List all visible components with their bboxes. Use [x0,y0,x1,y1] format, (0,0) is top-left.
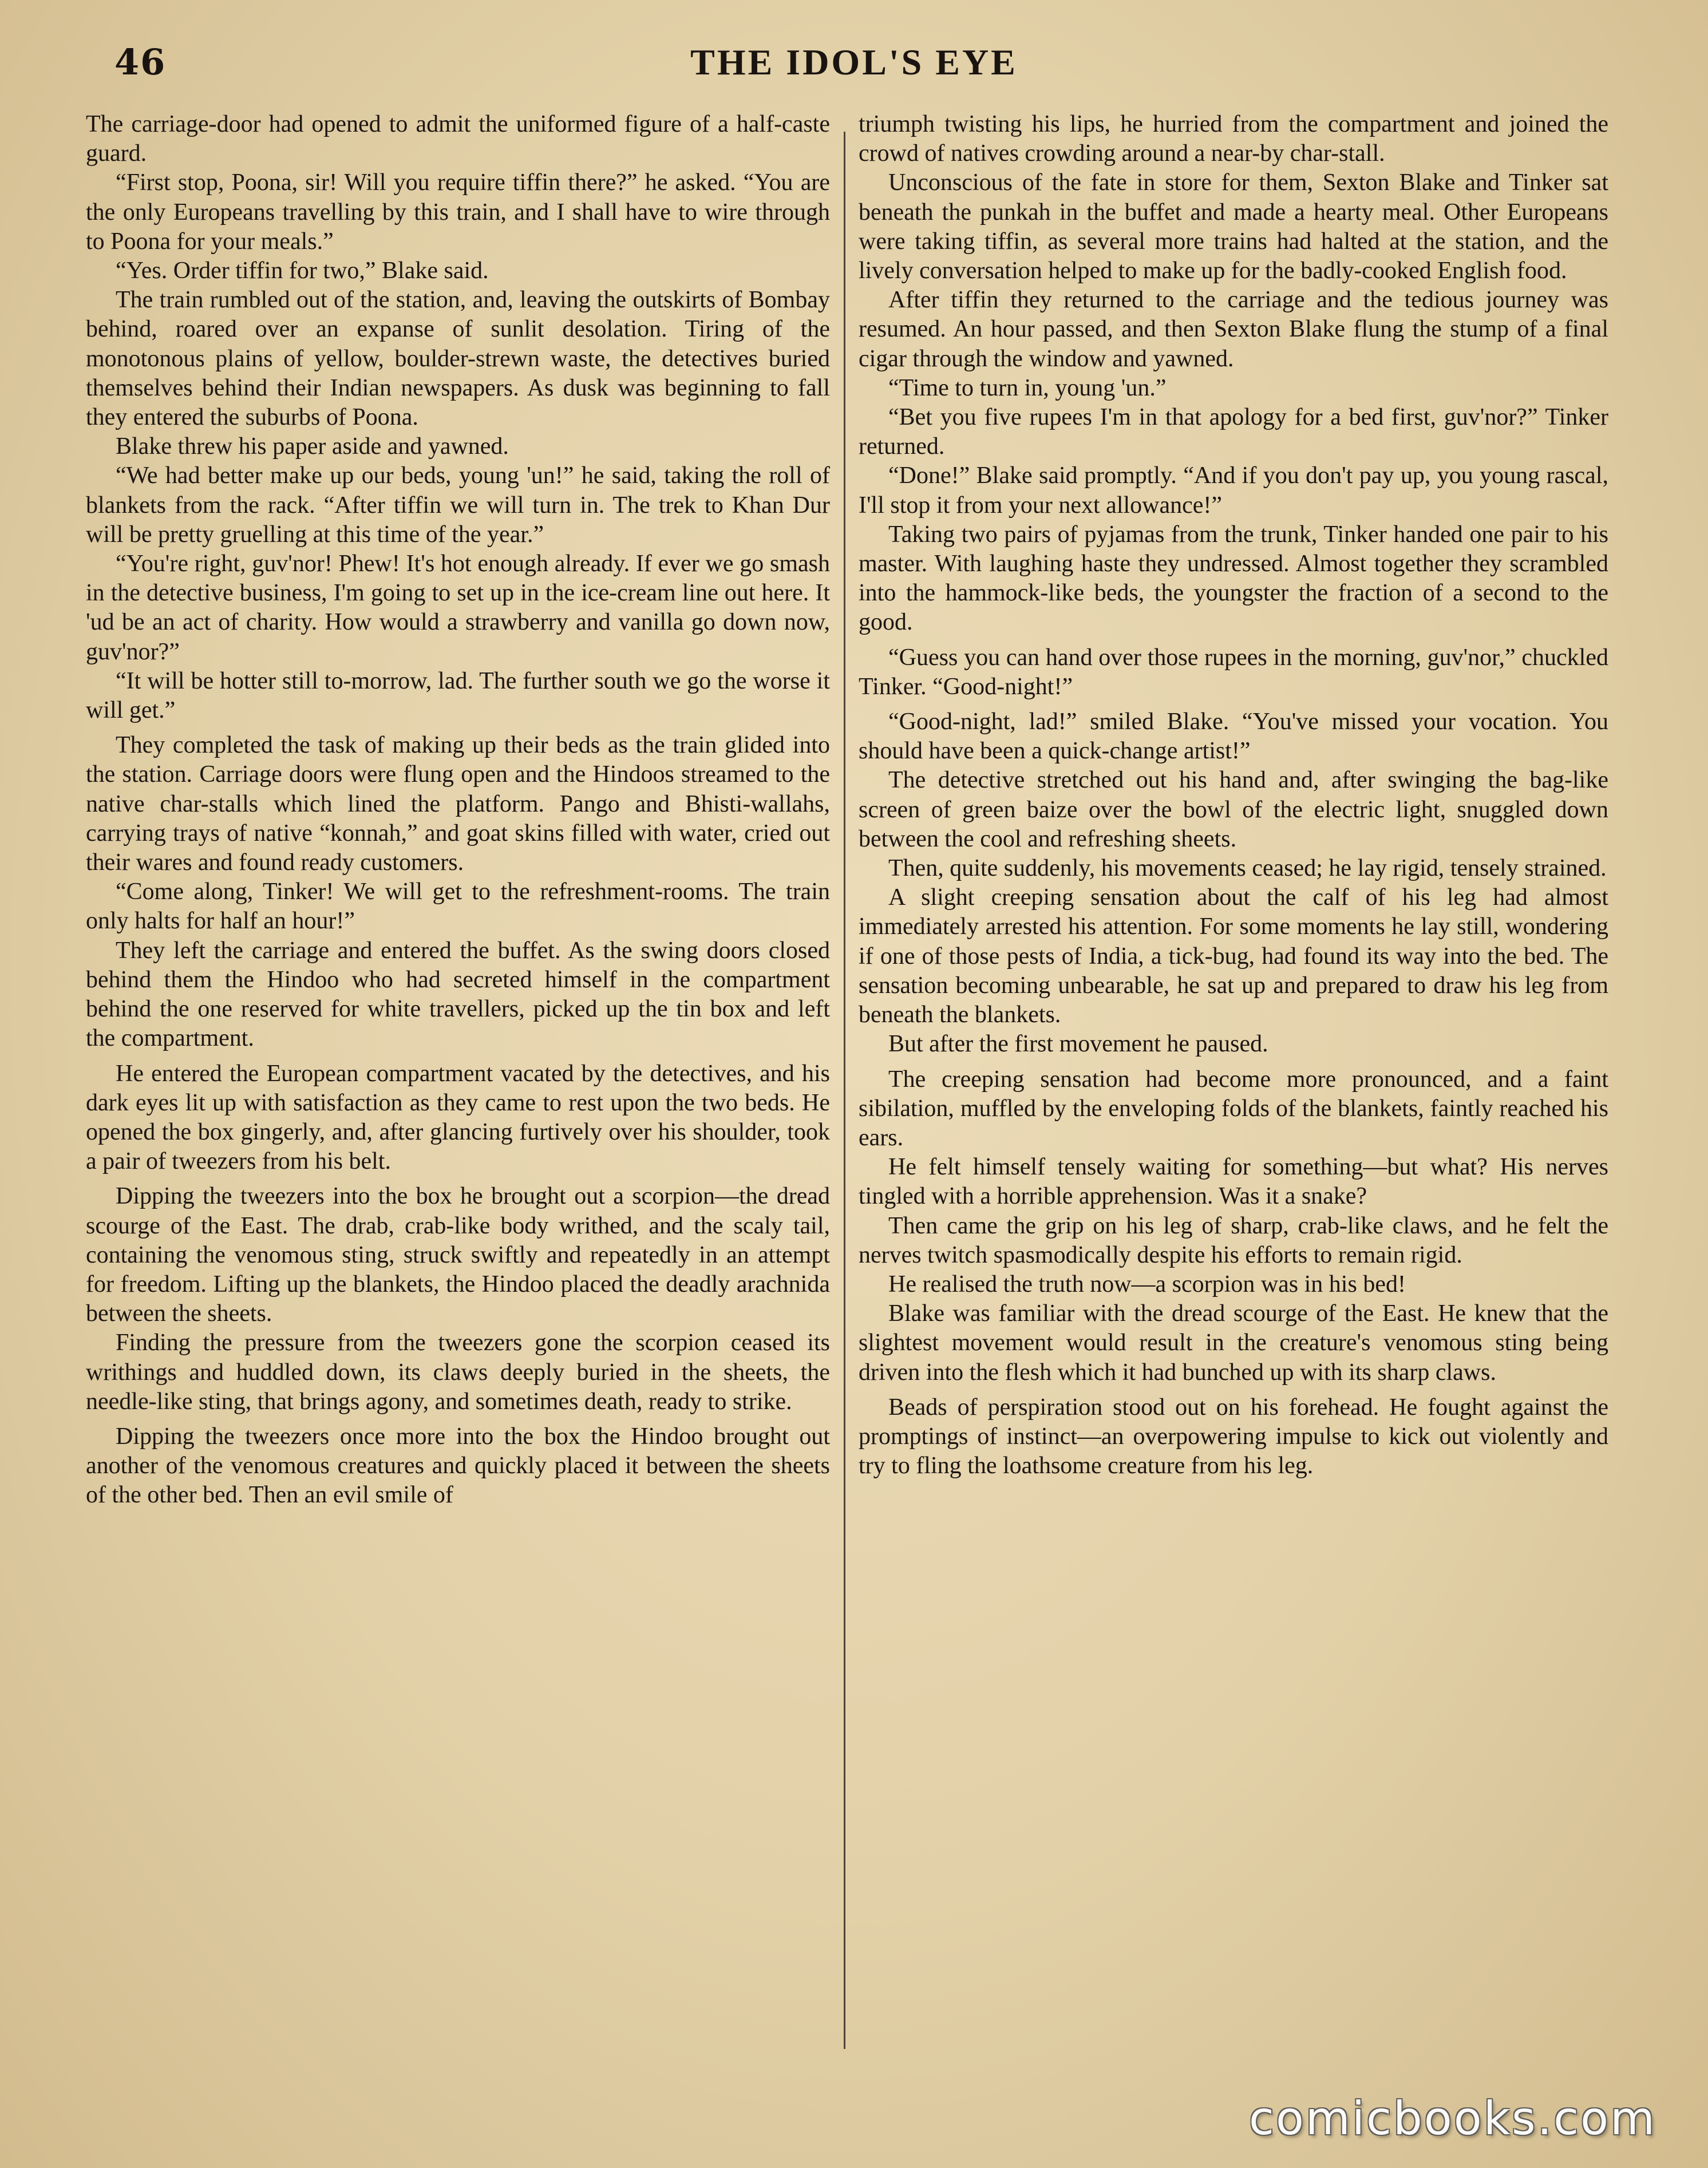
paragraph: “Come along, Tinker! We will get to the refreshment-rooms. The train only halts for half an hour!” [86,879,830,935]
paragraph: The creeping sensation had become more pronounced, and a faint sibilation, muffled by the enveloping folds of the blankets, faintly reached his ears. [859,1066,1608,1151]
paragraph: Taking two pairs of pyjamas from the trunk, Tinker handed one pair to his master. With laughing haste they undressed. Almost together they scrambled into the hammock-like beds, the youngster the fraction of a second to the good. [859,521,1608,636]
paragraph: He felt himself tensely waiting for something—but what? His nerves tingled with a horrible apprehension. Was it a snake? [859,1154,1608,1210]
paragraph: “Done!” Blake said promptly. “And if you don't pay up, you young rascal, I'll stop it from your next allowance!” [859,462,1608,519]
paragraph: Finding the pressure from the tweezers gone the scorpion ceased its writhings and huddled down, its claws deeply buried in the sheets, the needle-like sting, that brings agony, and sometimes death, ready to strike. [86,1330,830,1415]
watermark-logo: comicbooks.com [1248,2092,1656,2145]
paragraph: They completed the task of making up their beds as the train glided into the station. Carriage doors were flung open and the Hindoos streamed to the native char-stalls which lined the platform. Pango and Bhisti-wallahs, carrying trays of native “konnah,” and goat skins filled with water, cried out their wares and found ready customers. [86,732,830,876]
paragraph: Beads of perspiration stood out on his forehead. He fought against the promptings of instinct—an overpowering impulse to kick out violently and try to fling the loathsome creature from his leg. [859,1394,1608,1479]
paragraph: “Good-night, lad!” smiled Blake. “You've missed your vocation. You should have been a quick-change artist!” [859,709,1608,765]
paragraph: The train rumbled out of the station, and, leaving the outskirts of Bombay behind, roared over an expanse of sunlit desolation. Tiring of the monotonous plains of yellow, boulder-strewn waste, the detectives buried themselves behind their Indian newspapers. As dusk was beginning to fall they entered the suburbs of Poona. [86,287,830,431]
paragraph: “It will be hotter still to-morrow, lad. The further south we go the worse it will get.” [86,667,830,724]
paragraph: “Yes. Order tiffin for two,” Blake said. [116,258,489,284]
page-number: 46 [114,41,167,83]
right-column [859,110,1608,2102]
running-title: THE IDOL'S EYE [690,42,1018,82]
paragraph: Then came the grip on his leg of sharp, crab-like claws, and he felt the nerves twitch spasmodically despite his efforts to remain rigid. [859,1212,1608,1268]
paragraph: “We had better make up our beds, young 'un!” he said, taking the roll of blankets from the rack. “After tiffin we will turn in. The trek to Khan Dur will be pretty gruelling at this time of the year.” [86,462,830,548]
paragraph: Dipping the tweezers once more into the box the Hindoo brought out another of the venomous creatures and quickly placed it between the sheets of the other bed. Then an evil smile of [86,1423,830,1509]
paragraph: “Guess you can hand over those rupees in the morning, guv'nor,” chuckled Tinker. “Good-night!” [859,644,1608,700]
paragraph: After tiffin they returned to the carriage and the tedious journey was resumed. An hour passed, and then Sexton Blake flung the stump of a final cigar through the window and yawned. [859,287,1608,372]
paragraph: “Bet you five rupees I'm in that apology for a bed first, guv'nor?” Tinker returned. [859,404,1608,460]
paragraph: He realised the truth now—a scorpion was in his bed! [888,1271,1406,1297]
paragraph: “Time to turn in, young 'un.” [888,374,1167,401]
paragraph: He entered the European compartment vacated by the detectives, and his dark eyes lit up with satisfaction as they came to rest upon the two beds. He opened the box gingerly, and, after glancing furtively over his shoulder, took a pair of tweezers from his belt. [86,1060,830,1175]
paragraph: They left the carriage and entered the buffet. As the swing doors closed behind them the Hindoo who had secreted himself in the compartment behind the one reserved for white travellers, picked up the tin box and left the compartment. [86,937,830,1052]
paragraph: The detective stretched out his hand and, after swinging the bag-like screen of green baize over the bowl of the electric light, snuggled down between the cool and refreshing sheets. [859,767,1608,852]
left-column [86,110,830,2102]
paragraph: Then, quite suddenly, his movements ceased; he lay rigid, tensely strained. [888,855,1607,882]
paragraph: triumph twisting his lips, he hurried from the compartment and joined the crowd of natives crowding around a near-by char-stall. [859,111,1608,167]
paragraph: Unconscious of the fate in store for them, Sexton Blake and Tinker sat beneath the punkah in the buffet and made a hearty meal. Other Europeans were taking tiffin, as several more trains had halted at the station, and the lively conversation helped to make up for the badly-cooked English food. [859,169,1608,284]
paragraph: “You're right, guv'nor! Phew! It's hot enough already. If ever we go smash in the detective business, I'm going to set up in the ice-cream line out here. It 'ud be an act of charity. How would a strawberry and vanilla go down now, guv'nor?” [86,551,830,665]
paragraph: A slight creeping sensation about the calf of his leg had almost immediately arrested his attention. For some moments he lay still, wondering if one of those pests of India, a tick-bug, had found its way into the bed. The sensation becoming unbearable, he sat up and prepared to draw his leg from beneath the blankets. [859,884,1608,1028]
paragraph: But after the first movement he paused. [888,1031,1268,1058]
page-header [86,41,1622,104]
paragraph: Blake was familiar with the dread scourge of the East. He knew that the slightest movement would result in the creature's venomous sting being driven into the flesh which it had bunched up with its sharp claws. [859,1300,1608,1386]
paragraph: The carriage-door had opened to admit the uniformed figure of a half-caste guard. [86,111,830,167]
column-divider [844,132,845,2049]
paragraph: Blake threw his paper aside and yawned. [116,433,509,460]
paragraph: Dipping the tweezers into the box he brought out a scorpion—the dread scourge of the East. The drab, crab-like body writhed, and the scaly tail, containing the venomous sting, struck swiftly and repeatedly in an attempt for freedom. Lifting up the blankets, the Hindoo placed the deadly arachnida between the sheets. [86,1183,830,1327]
paragraph: “First stop, Poona, sir! Will you require tiffin there?” he asked. “You are the only Europeans travelling by this train, and I shall have to wire through to Poona for your meals.” [86,169,830,255]
